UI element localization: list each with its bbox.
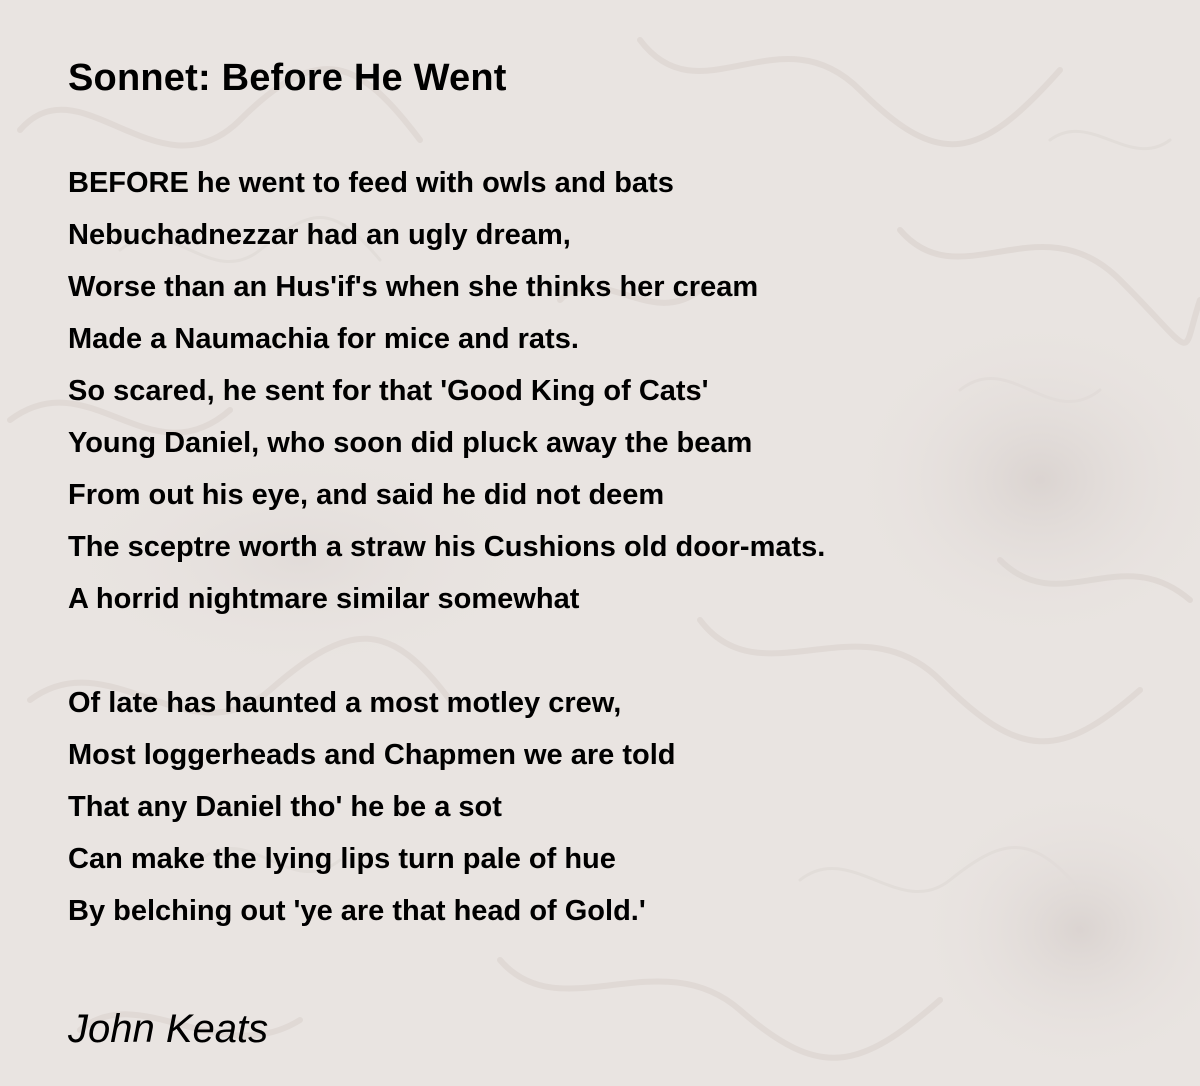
poem-line: Worse than an Hus'if's when she thinks her cream <box>68 271 759 303</box>
stanza-2 <box>68 677 1148 937</box>
poem-line: Can make the lying lips turn pale of hue <box>68 843 616 875</box>
poem-line: By belching out 'ye are that head of Gold.' <box>68 895 646 927</box>
poem-line: Nebuchadnezzar had an ugly dream, <box>68 219 571 251</box>
poem-author: John Keats <box>68 1007 269 1051</box>
poem-line: BEFORE he went to feed with owls and bats <box>68 167 674 199</box>
poem-line: Most loggerheads and Chapmen we are told <box>68 739 676 771</box>
poem-line: So scared, he sent for that 'Good King of Cats' <box>68 375 709 407</box>
poem-line: A horrid nightmare similar somewhat <box>68 583 580 615</box>
poem-line: From out his eye, and said he did not deem <box>68 479 665 511</box>
poem-line: Young Daniel, who soon did pluck away the beam <box>68 427 753 459</box>
poem-content <box>68 56 1148 1053</box>
poem-line: That any Daniel tho' he be a sot <box>68 791 502 823</box>
poem-line: The sceptre worth a straw his Cushions old door-mats. <box>68 531 826 563</box>
poem-line: Of late has haunted a most motley crew, <box>68 687 622 719</box>
poem-line: Made a Naumachia for mice and rats. <box>68 323 579 355</box>
poem-title: Sonnet: Before He Went <box>68 57 507 99</box>
stanza-1 <box>68 157 1148 625</box>
